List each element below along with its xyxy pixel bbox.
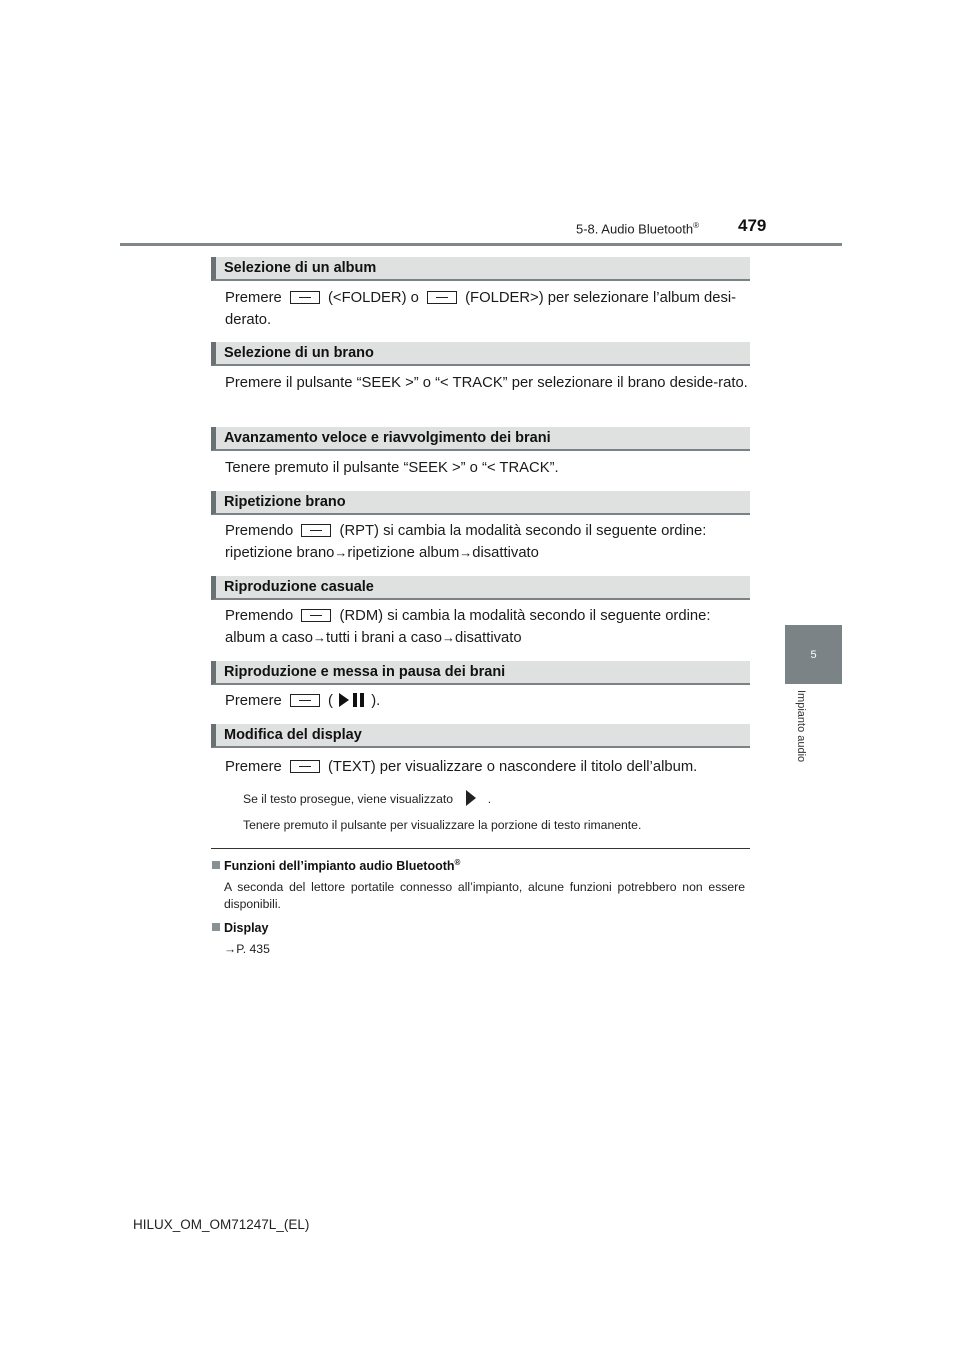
album-paragraph: Premere (<FOLDER) o (FOLDER>) per selezionare l’album desi- derato. — [225, 290, 737, 328]
display-note-1: Se il testo prosegue, viene visualizzato . — [243, 789, 491, 807]
arrow-icon: → — [442, 630, 455, 645]
display-note-2: Tenere premuto il pulsante per visualizzare la porzione di testo rimanente. — [243, 818, 642, 832]
rdm-button-icon — [301, 609, 331, 622]
document-code: HILUX_OM_OM71247L_(EL) — [133, 1217, 310, 1232]
note-title-functions: Funzioni dell’impianto audio Bluetooth® — [212, 858, 460, 873]
bullet-square-icon — [212, 923, 220, 931]
text-button-icon — [290, 760, 320, 773]
play-pause-icon — [337, 692, 367, 708]
casuale-paragraph: Premendo (RDM) si cambia la modalità secondo il seguente ordine: album a caso→tutti i brani a caso→disattivato — [225, 608, 711, 646]
note-title-display: Display — [212, 921, 268, 935]
section-heading-ripetizione: Ripetizione brano — [211, 491, 750, 515]
section-heading-casuale: Riproduzione casuale — [211, 576, 750, 600]
pausa-paragraph: Premere ( ). — [225, 693, 381, 709]
note-reference-display: →P. 435 — [224, 942, 270, 956]
bullet-square-icon — [212, 861, 220, 869]
chapter-tab: 5 — [785, 625, 842, 684]
section-heading-album: Selezione di un album — [211, 257, 750, 281]
avanzamento-paragraph: Tenere premuto il pulsante “SEEK >” o “< TRACK”. — [225, 460, 559, 476]
header-divider — [120, 243, 842, 246]
arrow-icon: → — [334, 545, 348, 560]
note-text-functions: A seconda del lettore portatile connesso all’impianto, alcune funzioni potrebbero non essere disponibili. — [224, 880, 745, 911]
arrow-icon: → — [313, 630, 327, 645]
section-heading-display: Modifica del display — [211, 724, 750, 748]
ripetizione-paragraph: Premendo (RPT) si cambia la modalità secondo il seguente ordine: ripetizione brano→ripetizione album→disattivato — [225, 523, 707, 561]
page-number: 479 — [738, 216, 767, 235]
display-paragraph: Premere (TEXT) per visualizzare o nascondere il titolo dell’album. — [225, 759, 698, 775]
registered-mark: ® — [693, 221, 699, 230]
section-heading-avanzamento: Avanzamento veloce e riavvolgimento dei brani — [211, 427, 750, 451]
brano-paragraph: Premere il pulsante “SEEK >” o “< TRACK” per selezionare il brano deside-rato. — [225, 375, 748, 391]
section-heading-brano: Selezione di un brano — [211, 342, 750, 366]
chapter-label: Impianto audio — [795, 690, 807, 763]
folder-up-button-icon — [427, 291, 457, 304]
section-heading-pausa: Riproduzione e messa in pausa dei brani — [211, 661, 750, 685]
arrow-icon: → — [224, 942, 237, 956]
play-button-icon — [290, 694, 320, 707]
folder-down-button-icon — [290, 291, 320, 304]
continue-arrow-icon — [460, 789, 480, 807]
arrow-icon: → — [459, 545, 473, 560]
section-header — [576, 221, 699, 236]
notes-divider — [211, 848, 750, 849]
rpt-button-icon — [301, 524, 331, 537]
section-title: 5-8. Audio Bluetooth — [576, 221, 694, 237]
